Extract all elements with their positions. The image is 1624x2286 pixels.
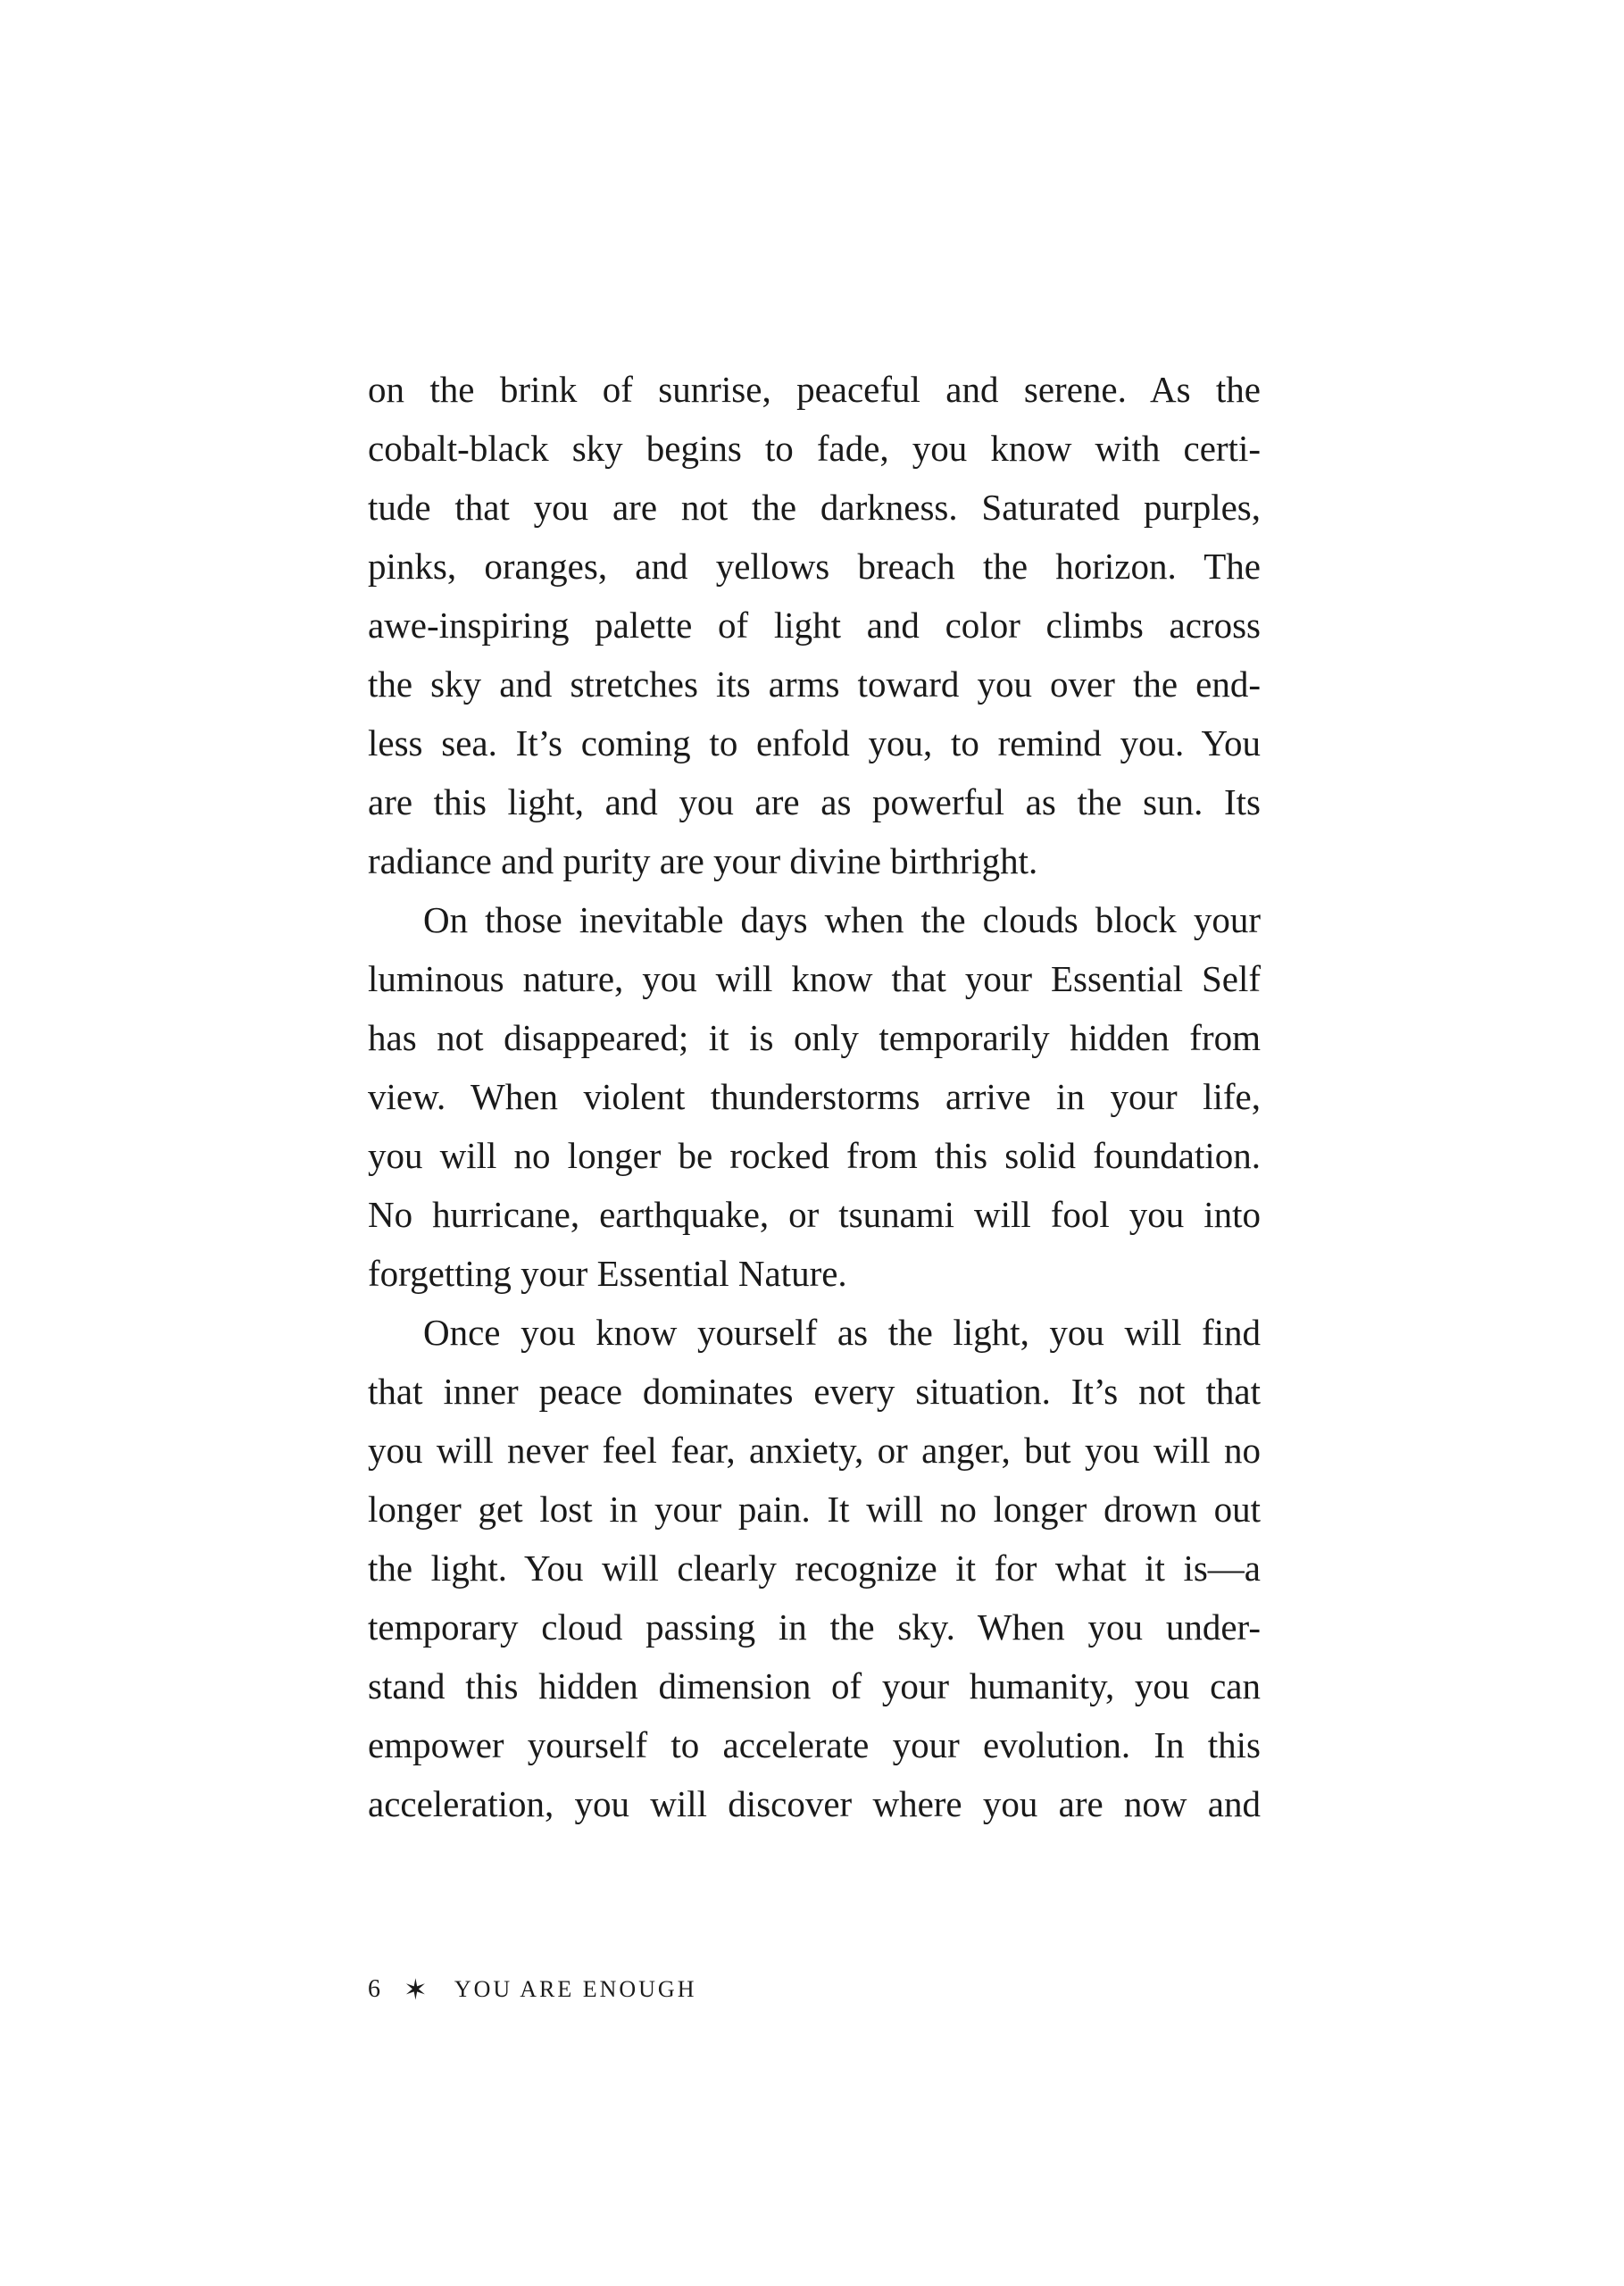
star-icon: ✶ [404, 1973, 428, 2007]
text-line: you will no longer be rocked from this solid foundation. [368, 1135, 1261, 1176]
running-head: YOU ARE ENOUGH [454, 1976, 697, 2002]
body-text [368, 360, 1261, 1833]
text-line: radiance and purity are your divine birthright. [368, 840, 1038, 881]
text-line: No hurricane, earthquake, or tsunami will fool you into [368, 1194, 1261, 1235]
text-line: On those inevitable days when the clouds block your [423, 899, 1261, 940]
text-line: has not disappeared; it is only temporarily hidden from [368, 1017, 1261, 1058]
text-line: pinks, oranges, and yellows breach the horizon. The [368, 546, 1261, 587]
text-line: on the brink of sunrise, peaceful and serene. As the [368, 369, 1261, 410]
text-line: Once you know yourself as the light, you will find [423, 1312, 1261, 1353]
text-line: temporary cloud passing in the sky. When you under- [368, 1606, 1261, 1648]
text-line: less sea. It’s coming to enfold you, to remind you. You [368, 722, 1261, 763]
text-line: longer get lost in your pain. It will no longer drown out [368, 1489, 1261, 1530]
text-line: luminous nature, you will know that your Essential Self [368, 958, 1261, 999]
text-line: stand this hidden dimension of your humanity, you can [368, 1665, 1261, 1706]
text-line: the light. You will clearly recognize it for what it is—a [368, 1548, 1261, 1589]
text-line: you will never feel fear, anxiety, or anger, but you will no [368, 1430, 1261, 1471]
text-line: that inner peace dominates every situation. It’s not that [368, 1371, 1261, 1412]
text-line: view. When violent thunderstorms arrive in your life, [368, 1076, 1261, 1117]
text-line: awe-inspiring palette of light and color climbs across [368, 605, 1261, 646]
text-line: forgetting your Essential Nature. [368, 1253, 847, 1294]
text-line: tude that you are not the darkness. Saturated purples, [368, 487, 1261, 528]
text-line: the sky and stretches its arms toward you over the end- [368, 663, 1261, 705]
text-line: cobalt-black sky begins to fade, you know with certi- [368, 428, 1261, 469]
text-line: empower yourself to accelerate your evolution. In this [368, 1724, 1261, 1765]
text-line: acceleration, you will discover where you are now and [368, 1783, 1261, 1824]
page-footer [368, 1972, 696, 2007]
text-line: are this light, and you are as powerful as the sun. Its [368, 781, 1261, 822]
page-number: 6 [368, 1975, 380, 2003]
